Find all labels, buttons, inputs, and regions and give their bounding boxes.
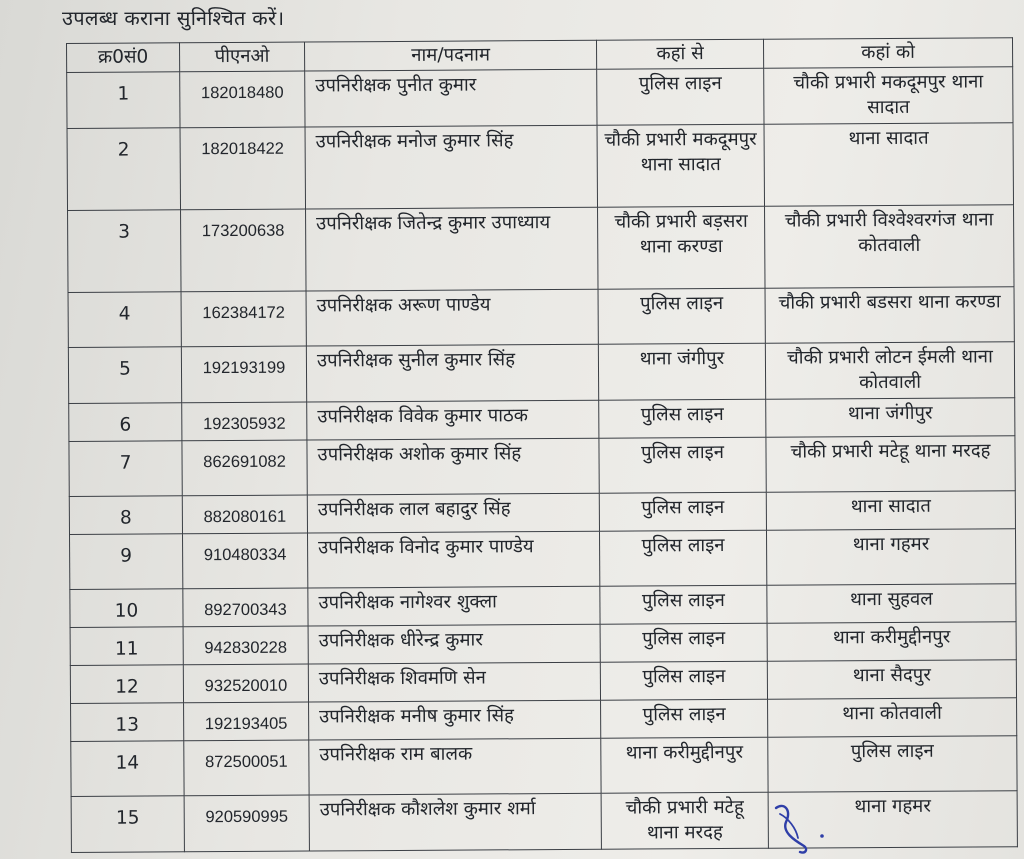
table-row (68, 342, 1014, 404)
from-cell: पुलिस लाइन (600, 623, 767, 662)
pno-cell: 882080161 (182, 495, 307, 534)
pno-cell: 942830228 (183, 626, 308, 665)
pno-cell: 932520010 (183, 664, 308, 703)
from-cell: चौकी प्रभारी मटेहू थाना मरदह (601, 792, 768, 849)
from-cell: थाना करीमुद्दीनपुर (601, 737, 768, 793)
serial-cell: 4 (68, 292, 181, 348)
signature-icon (770, 800, 840, 855)
serial-cell: 7 (69, 441, 182, 497)
pno-cell: 173200638 (181, 209, 306, 292)
from-cell: पुलिस लाइन (599, 437, 766, 493)
table-row (70, 622, 1016, 666)
name-cell: उपनिरीक्षक नागेश्वर शुक्ला (308, 586, 600, 626)
table-row (71, 736, 1017, 797)
table-row (69, 436, 1015, 497)
pno-cell: 182018422 (180, 127, 305, 210)
pno-cell: 192193199 (181, 346, 306, 403)
to-cell: थाना जंगीपुर (766, 398, 1015, 438)
name-cell: उपनिरीक्षक कौशलेश कुमार शर्मा (309, 793, 601, 851)
to-cell: थाना सादात (764, 123, 1013, 207)
table-row (68, 287, 1014, 348)
serial-cell: 15 (71, 796, 184, 853)
from-cell: पुलिस लाइन (599, 530, 766, 586)
serial-cell: 1 (67, 72, 180, 129)
table-row (67, 123, 1013, 211)
name-cell: उपनिरीक्षक मनीष कुमार सिंह (309, 700, 601, 740)
to-cell: चौकी प्रभारी मकदूमपुर थाना सादात (764, 67, 1013, 125)
pno-cell: 910480334 (183, 533, 308, 589)
serial-cell: 13 (71, 703, 184, 742)
pno-cell: 862691082 (182, 440, 307, 496)
from-cell: थाना जंगीपुर (598, 343, 765, 400)
table-row (71, 791, 1017, 853)
name-cell: उपनिरीक्षक शिवमणि सेन (308, 662, 600, 702)
name-cell: उपनिरीक्षक पुनीत कुमार (305, 69, 597, 127)
serial-cell: 14 (71, 741, 184, 797)
table-row (70, 584, 1016, 628)
name-cell: उपनिरीक्षक मनोज कुमार सिंह (305, 125, 597, 209)
table-row (69, 398, 1015, 442)
from-cell: पुलिस लाइन (601, 699, 768, 738)
name-cell: उपनिरीक्षक जितेन्द्र कुमार उपाध्याय (306, 207, 598, 291)
to-cell: थाना करीमुद्दीनपुर (767, 622, 1016, 662)
table-row (71, 698, 1017, 742)
header-from: कहां से (596, 39, 763, 69)
name-cell: उपनिरीक्षक अरूण पाण्डेय (306, 289, 598, 346)
from-cell: पुलिस लाइन (598, 288, 765, 344)
intro-text: उपलब्ध कराना सुनिश्चित करें। (62, 6, 285, 30)
from-cell: पुलिस लाइन (599, 399, 766, 438)
to-cell: थाना गहमर (766, 529, 1015, 586)
table-row (70, 529, 1016, 590)
name-cell: उपनिरीक्षक विवेक कुमार पाठक (307, 400, 599, 440)
name-cell: उपनिरीक्षक विनोद कुमार पाण्डेय (307, 531, 599, 588)
from-cell: पुलिस लाइन (599, 492, 766, 531)
serial-cell: 8 (69, 496, 182, 535)
table-body (67, 67, 1018, 853)
table-row (68, 205, 1014, 293)
serial-cell: 3 (68, 210, 181, 293)
from-cell: पुलिस लाइन (600, 661, 767, 700)
name-cell: उपनिरीक्षक धीरेन्द्र कुमार (308, 624, 600, 664)
from-cell: चौकी प्रभारी बड़सरा थाना करण्डा (598, 206, 765, 289)
from-cell: पुलिस लाइन (597, 68, 764, 125)
serial-cell: 10 (70, 589, 183, 628)
name-cell: उपनिरीक्षक राम बालक (309, 738, 601, 795)
pno-cell: 162384172 (181, 291, 306, 347)
to-cell: चौकी प्रभारी बडसरा थाना करण्डा (765, 287, 1014, 344)
table-row (69, 491, 1015, 535)
to-cell: थाना सादात (766, 491, 1015, 531)
to-cell: चौकी प्रभारी विश्वेश्वरगंज थाना कोतवाली (765, 205, 1014, 289)
from-cell: चौकी प्रभारी मकदूमपुर थाना सादात (597, 124, 764, 207)
to-cell: चौकी प्रभारी मटेहू थाना मरदह (766, 436, 1015, 493)
serial-cell: 9 (70, 534, 183, 590)
to-cell: थाना गहमर (768, 791, 1017, 849)
header-pno: पीएनओ (180, 42, 305, 72)
to-cell: थाना सुहवल (767, 584, 1016, 624)
transfer-table (66, 37, 1018, 853)
pno-cell: 892700343 (183, 588, 308, 627)
name-cell: उपनिरीक्षक सुनील कुमार सिंह (306, 344, 598, 402)
name-cell: उपनिरीक्षक अशोक कुमार सिंह (307, 438, 599, 495)
pno-cell: 192193405 (184, 702, 309, 741)
pno-cell: 872500051 (184, 740, 309, 796)
pno-cell: 192305932 (182, 402, 307, 441)
name-cell: उपनिरीक्षक लाल बहादुर सिंह (307, 493, 599, 533)
serial-cell: 2 (67, 128, 180, 211)
to-cell: थाना कोतवाली (768, 698, 1017, 738)
table-row (67, 67, 1013, 129)
header-serial: क्र0सं0 (67, 43, 180, 73)
serial-cell: 6 (69, 403, 182, 442)
pno-cell: 182018480 (180, 71, 305, 128)
serial-cell: 11 (70, 627, 183, 666)
to-cell: चौकी प्रभारी लोटन ईमली थाना कोतवाली (765, 342, 1014, 400)
header-to: कहां को (763, 38, 1012, 69)
pno-cell: 920590995 (184, 795, 309, 852)
table-row (70, 660, 1016, 704)
header-name: नाम/पदनाम (304, 40, 596, 71)
to-cell: थाना सैदपुर (767, 660, 1016, 700)
serial-cell: 12 (70, 665, 183, 704)
serial-cell: 5 (68, 347, 181, 404)
to-cell: पुलिस लाइन (768, 736, 1017, 793)
from-cell: पुलिस लाइन (600, 585, 767, 624)
